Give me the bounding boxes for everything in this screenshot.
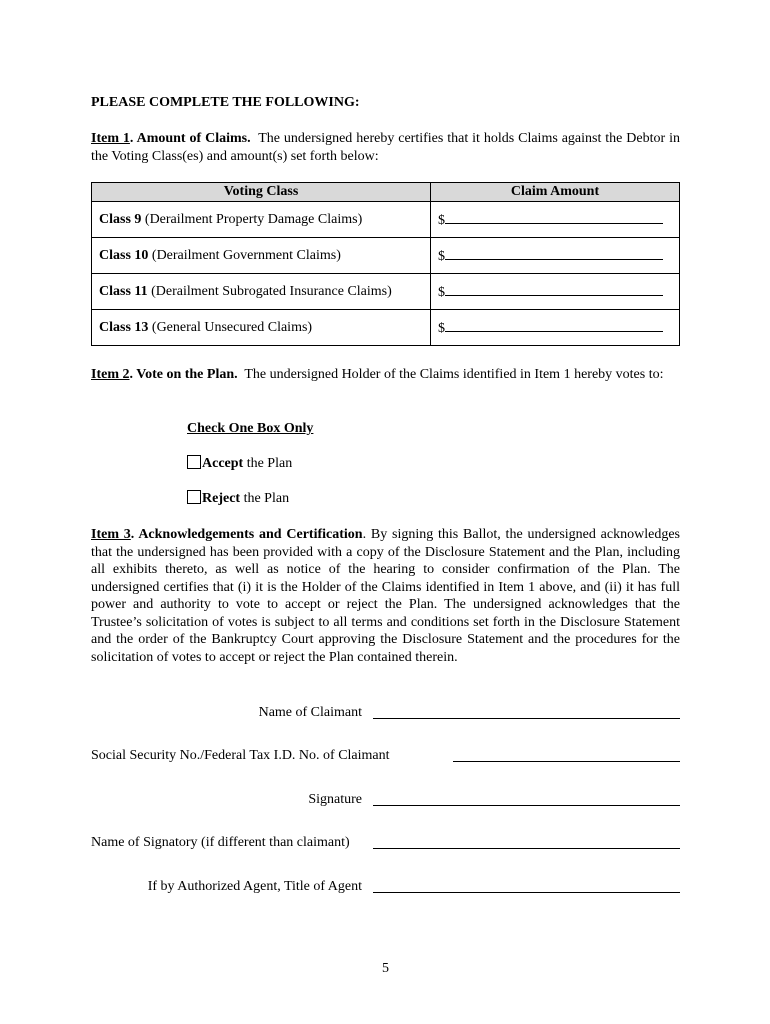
class-description: (Derailment Property Damage Claims) [144, 211, 363, 227]
amount-blank-line[interactable] [445, 246, 663, 260]
agent-title-field[interactable] [91, 878, 680, 898]
item1-title: Amount of Claims. [136, 131, 251, 146]
dollar-sign: $ [438, 284, 445, 300]
amount-blank-line[interactable] [445, 210, 663, 224]
accept-label: Accept [202, 456, 244, 471]
class-description: (General Unsecured Claims) [151, 319, 313, 335]
item3-label: Item 3 [91, 527, 131, 542]
class-number: Class 10 [99, 247, 149, 263]
section-heading: PLEASE COMPLETE THE FOLLOWING: [91, 95, 360, 110]
reject-checkbox[interactable] [187, 490, 201, 504]
item2-label: Item 2 [91, 367, 130, 382]
signature-label: Signature [308, 792, 362, 807]
dollar-sign: $ [438, 248, 445, 264]
name-of-claimant-line[interactable] [373, 718, 680, 719]
reject-label: Reject [202, 491, 241, 506]
name-of-claimant-field[interactable] [91, 704, 680, 724]
class-number: Class 9 [99, 211, 142, 227]
name-of-signatory-label: Name of Signatory (if different than claimant) [91, 835, 350, 850]
tax-id-label: Social Security No./Federal Tax I.D. No. of Claimant [91, 748, 390, 763]
check-instruction-text: Check One Box Only [187, 421, 314, 436]
table-row [92, 274, 680, 310]
reject-option[interactable] [187, 490, 289, 508]
page-number: 5 [382, 961, 389, 976]
item2-paragraph [91, 366, 680, 384]
name-of-signatory-line[interactable] [373, 848, 680, 849]
class-description: (Derailment Government Claims) [151, 247, 341, 263]
table-row [92, 310, 680, 346]
item3-text: . By signing this Ballot, the undersigned acknowledges that the undersigned has been provided with a copy of the Disclosure Statement and the Plan, including all exhibits thereto, as well as notice of the hearing to consider confirmation of the Plan. The undersigned certifies that (i) it is the Holder of the Claims identified in Item 1 above, and (ii) it has full power and authority to vote to accept or reject the Plan. The undersigned acknowledges that the Trustee’s solicitation of votes is subject to all terms and conditions set forth in the Disclosure Statement and the order of the Bankruptcy Court approving the Disclosure Statement and the procedures for the solicitation of votes to accept or reject the Plan contained therein. [91, 527, 680, 665]
voting-class-cell [92, 238, 431, 274]
col-header-voting-class: Voting Class [92, 183, 431, 202]
check-one-box-instruction [187, 420, 313, 438]
class-description: (Derailment Subrogated Insurance Claims) [151, 283, 392, 299]
item2-title: . Vote on the Plan. [129, 367, 238, 382]
item1-label: Item 1 [91, 131, 130, 146]
amount-blank-line[interactable] [445, 318, 663, 332]
voting-class-cell [92, 202, 431, 238]
dollar-sign: $ [438, 320, 445, 336]
agent-title-label: If by Authorized Agent, Title of Agent [147, 879, 362, 894]
class-number: Class 11 [99, 283, 148, 299]
accept-checkbox[interactable] [187, 455, 201, 469]
agent-title-line[interactable] [373, 892, 680, 893]
signature-field[interactable] [91, 791, 680, 811]
table-row [92, 238, 680, 274]
table-row [92, 202, 680, 238]
item1-paragraph: Item 1. Amount of Claims. The undersigned hereby certifies that it holds Claims against the Debtor in the Voting Class(es) and amount(s) set forth below: [91, 131, 680, 164]
item2-text: The undersigned Holder of the Claims identified in Item 1 hereby votes to: [244, 367, 664, 382]
tax-id-line[interactable] [453, 761, 680, 762]
class-number: Class 13 [99, 319, 149, 335]
reject-label-rest: the Plan [240, 491, 290, 506]
claims-table [91, 182, 680, 346]
name-of-signatory-field[interactable] [91, 834, 680, 854]
tax-id-field[interactable] [91, 747, 680, 767]
claim-amount-field[interactable] [431, 238, 680, 274]
claim-amount-field[interactable] [431, 202, 680, 238]
voting-class-cell [92, 274, 431, 310]
accept-option[interactable] [187, 455, 292, 473]
claim-amount-field[interactable] [431, 274, 680, 310]
dollar-sign: $ [438, 212, 445, 228]
item1-text: The undersigned hereby certifies that it holds Claims against the Debtor in the Voting Class(es) and amount(s) set forth below: [91, 131, 680, 164]
voting-class-cell [92, 310, 431, 346]
item3-paragraph [91, 526, 680, 666]
name-of-claimant-label: Name of Claimant [258, 705, 362, 720]
accept-label-rest: the Plan [243, 456, 293, 471]
amount-blank-line[interactable] [445, 282, 663, 296]
item3-title: . Acknowledgements and Certification [130, 527, 363, 542]
claim-amount-field[interactable] [431, 310, 680, 346]
col-header-claim-amount: Claim Amount [431, 183, 680, 202]
signature-line[interactable] [373, 805, 680, 806]
